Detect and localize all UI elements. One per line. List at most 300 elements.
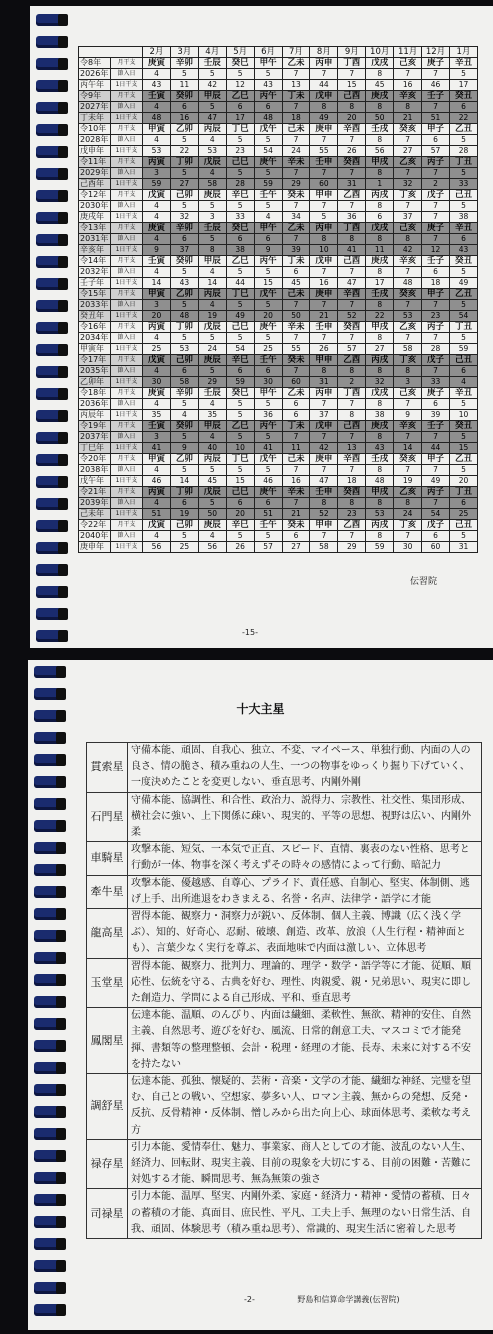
- row-label: 月干支: [111, 124, 143, 135]
- calendar-cell: 5: [170, 135, 198, 146]
- row-label: 月干支: [111, 58, 143, 69]
- calendar-cell: 32: [394, 179, 422, 190]
- calendar-cell: 22: [449, 113, 477, 124]
- calendar-cell: 48: [170, 311, 198, 322]
- calendar-cell: 5: [226, 201, 254, 212]
- calendar-row: [79, 498, 478, 509]
- calendar-cell: 丙寅: [143, 157, 171, 168]
- calendar-cell: 辛亥: [394, 91, 422, 102]
- star-row: [87, 1139, 482, 1189]
- calendar-cell: 壬辰: [198, 388, 226, 399]
- calendar-cell: 41: [338, 245, 366, 256]
- calendar-cell: 辛巳: [226, 190, 254, 201]
- calendar-cell: 7: [282, 201, 310, 212]
- calendar-cell: 乙未: [282, 388, 310, 399]
- star-row: [87, 958, 482, 1008]
- calendar-cell: 7: [338, 201, 366, 212]
- row-label: 月干支: [111, 454, 143, 465]
- calendar-cell: 6: [226, 366, 254, 377]
- calendar-cell: 6: [170, 366, 198, 377]
- calendar-cell: 20: [338, 113, 366, 124]
- year-label: 庚戌年: [79, 212, 111, 223]
- calendar-cell: 戊午: [254, 454, 282, 465]
- calendar-cell: 19: [198, 311, 226, 322]
- calendar-cell: 7: [422, 300, 450, 311]
- calendar-cell: 36: [254, 410, 282, 421]
- star-description: 守備本能、頑固、自我心、独立、不変、マイペース、単独行動、内面の人の良さ、情の脆さ、積み重ねの人生、一つの物事をゆっくり掘り下げていく、一度決めたことを変更しない、垂直思考、内剛外剛: [128, 743, 482, 793]
- calendar-cell: 39: [282, 245, 310, 256]
- year-label: 癸丑年: [79, 311, 111, 322]
- calendar-cell: 戊寅: [143, 190, 171, 201]
- year-label: 戊申年: [79, 146, 111, 157]
- calendar-cell: 壬申: [310, 487, 338, 498]
- row-label: 1日干支: [111, 278, 143, 289]
- month-header: 4月: [198, 47, 226, 58]
- calendar-row: [79, 223, 478, 234]
- calendar-cell: 6: [254, 366, 282, 377]
- page-title: 十大主星: [236, 702, 285, 716]
- calendar-cell: 5: [254, 399, 282, 410]
- calendar-cell: 7: [310, 201, 338, 212]
- month-header: 6月: [254, 47, 282, 58]
- calendar-cell: 28: [422, 344, 450, 355]
- calendar-row: [79, 245, 478, 256]
- calendar-cell: 5: [254, 69, 282, 80]
- calendar-cell: 8: [338, 410, 366, 421]
- calendar-cell: 丙寅: [143, 487, 171, 498]
- calendar-cell: 丙申: [310, 223, 338, 234]
- calendar-cell: 癸卯: [170, 91, 198, 102]
- calendar-cell: 乙未: [282, 223, 310, 234]
- calendar-cell: 27: [366, 344, 394, 355]
- calendar-cell: 20: [226, 509, 254, 520]
- calendar-cell: 20: [143, 311, 171, 322]
- calendar-cell: 庚申: [310, 289, 338, 300]
- year-label: 2039年: [79, 498, 111, 509]
- calendar-cell: 4: [143, 465, 171, 476]
- year-label: 2034年: [79, 333, 111, 344]
- calendar-cell: 5: [254, 168, 282, 179]
- calendar-cell: 7: [422, 212, 450, 223]
- calendar-cell: 6: [422, 399, 450, 410]
- row-label: 節入日: [111, 69, 143, 80]
- calendar-cell: 乙卯: [170, 454, 198, 465]
- calendar-cell: 7: [338, 432, 366, 443]
- calendar-cell: 9: [254, 245, 282, 256]
- calendar-cell: 23: [226, 146, 254, 157]
- binding-hole: [58, 630, 68, 642]
- calendar-cell: 7: [394, 69, 422, 80]
- calendar-cell: 46: [143, 476, 171, 487]
- calendar-row: [79, 113, 478, 124]
- year-label: 令8年: [79, 58, 111, 69]
- calendar-cell: 20: [449, 476, 477, 487]
- calendar-cell: 6: [226, 102, 254, 113]
- calendar-cell: 57: [338, 344, 366, 355]
- calendar-cell: 乙丑: [449, 289, 477, 300]
- calendar-cell: 11: [170, 80, 198, 91]
- calendar-cell: 49: [226, 311, 254, 322]
- calendar-cell: 丙辰: [198, 289, 226, 300]
- year-label: 乙卯年: [79, 377, 111, 388]
- row-label: 1日干支: [111, 311, 143, 322]
- calendar-cell: 5: [226, 410, 254, 421]
- row-label: 月干支: [111, 157, 143, 168]
- calendar-cell: 7: [282, 234, 310, 245]
- calendar-cell: 2: [422, 179, 450, 190]
- calendar-row: [79, 377, 478, 388]
- calendar-cell: 丁巳: [226, 124, 254, 135]
- spiral-binding: [28, 660, 68, 1330]
- calendar-row: [79, 333, 478, 344]
- calendar-cell: 戊子: [422, 190, 450, 201]
- calendar-cell: 4: [198, 432, 226, 443]
- binding-hole: [56, 1106, 66, 1118]
- calendar-cell: 3: [143, 432, 171, 443]
- calendar-cell: 8: [310, 234, 338, 245]
- calendar-cell: 25: [449, 509, 477, 520]
- binding-hole: [58, 322, 68, 334]
- calendar-cell: 辛巳: [226, 520, 254, 531]
- calendar-cell: 58: [310, 542, 338, 553]
- calendar-cell: 5: [170, 201, 198, 212]
- calendar-cell: 戊午: [254, 124, 282, 135]
- calendar-cell: 丁未: [282, 91, 310, 102]
- calendar-cell: 甲午: [254, 223, 282, 234]
- star-description: 引力本能、愛情奉仕、魅力、事業家、商人としての才能、波乱のない人生、経済力、回転財、現実主義、目前の現象を大切にする、目前の困難・苦難に対処する才能、瞬間思考、無為無策の強さ: [128, 1139, 482, 1189]
- binding-hole: [58, 388, 68, 400]
- calendar-cell: 14: [394, 443, 422, 454]
- calendar-cell: 59: [449, 344, 477, 355]
- calendar-cell: 60: [422, 542, 450, 553]
- row-label: 節入日: [111, 102, 143, 113]
- year-label: 令17年: [79, 355, 111, 366]
- calendar-cell: 丁丑: [449, 322, 477, 333]
- calendar-cell: 56: [366, 146, 394, 157]
- calendar-row: [79, 234, 478, 245]
- calendar-cell: 丙子: [422, 487, 450, 498]
- row-label: 月干支: [111, 388, 143, 399]
- binding-hole: [56, 886, 66, 898]
- calendar-cell: 7: [338, 531, 366, 542]
- calendar-cell: 8: [338, 498, 366, 509]
- star-name: 石門星: [87, 792, 128, 842]
- calendar-cell: 3: [143, 168, 171, 179]
- calendar-cell: 甲子: [422, 289, 450, 300]
- calendar-cell: 18: [282, 113, 310, 124]
- calendar-cell: 癸卯: [170, 421, 198, 432]
- calendar-cell: 13: [282, 80, 310, 91]
- calendar-cell: 45: [198, 476, 226, 487]
- calendar-cell: 28: [226, 179, 254, 190]
- calendar-cell: 8: [198, 245, 226, 256]
- calendar-cell: 庚子: [422, 223, 450, 234]
- binding-hole: [56, 1018, 66, 1030]
- calendar-cell: 3: [143, 300, 171, 311]
- row-label: 月干支: [111, 91, 143, 102]
- calendar-cell: 戊申: [310, 91, 338, 102]
- calendar-cell: 31: [449, 542, 477, 553]
- calendar-cell: 6: [422, 135, 450, 146]
- binding-hole: [56, 842, 66, 854]
- calendar-cell: 16: [394, 80, 422, 91]
- month-header: 10月: [366, 47, 394, 58]
- binding-hole: [56, 1040, 66, 1052]
- calendar-cell: 24: [282, 146, 310, 157]
- calendar-cell: 10: [310, 245, 338, 256]
- calendar-cell: 18: [338, 476, 366, 487]
- month-header: 5月: [226, 47, 254, 58]
- calendar-cell: 丙子: [422, 322, 450, 333]
- calendar-cell: 乙酉: [338, 520, 366, 531]
- calendar-cell: 21: [282, 509, 310, 520]
- calendar-cell: 16: [310, 278, 338, 289]
- calendar-cell: 己丑: [449, 355, 477, 366]
- calendar-cell: 甲申: [310, 190, 338, 201]
- calendar-cell: 7: [282, 366, 310, 377]
- calendar-cell: 41: [254, 443, 282, 454]
- page-number: -15-: [242, 628, 258, 637]
- star-name: 車騎星: [87, 842, 128, 875]
- year-label: 2038年: [79, 465, 111, 476]
- calendar-cell: 癸巳: [226, 223, 254, 234]
- calendar-cell: 庚午: [254, 157, 282, 168]
- calendar-cell: 乙未: [282, 58, 310, 69]
- row-label: 月干支: [111, 421, 143, 432]
- row-label: 節入日: [111, 366, 143, 377]
- calendar-cell: 13: [338, 443, 366, 454]
- calendar-cell: 丙寅: [143, 322, 171, 333]
- calendar-cell: 7: [422, 168, 450, 179]
- calendar-cell: 23: [338, 509, 366, 520]
- calendar-cell: 5: [226, 333, 254, 344]
- month-header: 2月: [143, 47, 171, 58]
- calendar-cell: 甲辰: [198, 256, 226, 267]
- calendar-cell: 7: [338, 465, 366, 476]
- calendar-cell: 5: [170, 465, 198, 476]
- month-header: 12月: [422, 47, 450, 58]
- star-name: 龍高星: [87, 909, 128, 959]
- calendar-cell: 27: [394, 146, 422, 157]
- calendar-cell: 32: [170, 212, 198, 223]
- stars-table: [86, 742, 482, 1239]
- star-description: 伝達本能、温順、のんびり、内面は繊細、柔軟性、無欲、精神的安住、自然主義、自然思考、遊びを好む、風流、日常的創意工夫、マスコミで才能発揮、書類等の整理整頓、会計・税理・経理の才能、長寿、未来に対する不安を持たない: [128, 1008, 482, 1074]
- calendar-cell: 3: [198, 212, 226, 223]
- calendar-cell: 丁卯: [170, 487, 198, 498]
- calendar-cell: 5: [198, 234, 226, 245]
- calendar-row: [79, 520, 478, 531]
- binding-hole: [58, 234, 68, 246]
- calendar-cell: 12: [226, 80, 254, 91]
- calendar-cell: 7: [394, 135, 422, 146]
- calendar-cell: 6: [449, 102, 477, 113]
- star-row: [87, 1074, 482, 1140]
- calendar-cell: 5: [170, 168, 198, 179]
- binding-hole: [58, 344, 68, 356]
- row-label: 節入日: [111, 135, 143, 146]
- binding-hole: [58, 564, 68, 576]
- calendar-cell: 丁酉: [338, 388, 366, 399]
- calendar-cell: 4: [198, 168, 226, 179]
- calendar-cell: 庚戌: [366, 256, 394, 267]
- calendar-cell: 5: [170, 69, 198, 80]
- calendar-cell: 7: [394, 333, 422, 344]
- star-description: 習得本能、観察力、批判力、理論的、理学・数学・語学等に才能、従順、順応性、伝統を守る、古典を好む、理性、肉親愛、親・兄弟思い、現実に即した創造力、学問による自己形成、平和、垂直思考: [128, 958, 482, 1008]
- calendar-cell: 59: [366, 542, 394, 553]
- year-label: 令21年: [79, 487, 111, 498]
- calendar-cell: 7: [338, 69, 366, 80]
- calendar-cell: 6: [254, 498, 282, 509]
- year-label: 2037年: [79, 432, 111, 443]
- calendar-cell: 丙午: [254, 256, 282, 267]
- row-label: 1日干支: [111, 509, 143, 520]
- month-header: 11月: [394, 47, 422, 58]
- ten-major-stars-page: [28, 660, 493, 1330]
- page-footer: [244, 1294, 440, 1305]
- calendar-cell: 乙丑: [449, 454, 477, 465]
- calendar-cell: 30: [254, 377, 282, 388]
- calendar-cell: 8: [366, 300, 394, 311]
- calendar-cell: 5: [198, 333, 226, 344]
- month-header: 8月: [310, 47, 338, 58]
- calendar-cell: 8: [338, 366, 366, 377]
- calendar-cell: 戊寅: [143, 355, 171, 366]
- calendar-cell: 5: [449, 135, 477, 146]
- year-label: 2031年: [79, 234, 111, 245]
- calendar-cell: 49: [422, 476, 450, 487]
- star-row: [87, 875, 482, 908]
- calendar-cell: 50: [282, 311, 310, 322]
- calendar-cell: 17: [226, 113, 254, 124]
- calendar-cell: 7: [282, 333, 310, 344]
- calendar-cell: 壬寅: [143, 91, 171, 102]
- calendar-cell: 7: [310, 135, 338, 146]
- calendar-cell: 59: [254, 179, 282, 190]
- calendar-cell: 癸丑: [449, 421, 477, 432]
- calendar-cell: 丙午: [254, 91, 282, 102]
- star-name: 調舒星: [87, 1074, 128, 1140]
- binding-hole: [58, 36, 68, 48]
- calendar-cell: 17: [366, 278, 394, 289]
- calendar-cell: 辛丑: [449, 223, 477, 234]
- binding-hole: [58, 586, 68, 598]
- calendar-cell: 54: [226, 344, 254, 355]
- calendar-cell: 6: [449, 234, 477, 245]
- calendar-cell: 甲申: [310, 520, 338, 531]
- calendar-cell: 36: [338, 212, 366, 223]
- calendar-cell: 5: [254, 300, 282, 311]
- calendar-cell: 22: [170, 146, 198, 157]
- year-label: 辛亥年: [79, 245, 111, 256]
- row-label: 節入日: [111, 399, 143, 410]
- calendar-cell: 庚子: [422, 388, 450, 399]
- calendar-row: [79, 124, 478, 135]
- calendar-cell: 44: [226, 278, 254, 289]
- calendar-cell: 4: [143, 135, 171, 146]
- year-label: 2040年: [79, 531, 111, 542]
- calendar-cell: 4: [254, 212, 282, 223]
- calendar-cell: 6: [449, 498, 477, 509]
- calendar-cell: 丁未: [282, 256, 310, 267]
- calendar-cell: 8: [366, 234, 394, 245]
- calendar-cell: 5: [449, 201, 477, 212]
- calendar-cell: 33: [226, 212, 254, 223]
- calendar-cell: 7: [394, 300, 422, 311]
- calendar-cell: 7: [310, 69, 338, 80]
- month-header: 7月: [282, 47, 310, 58]
- year-label: 2033年: [79, 300, 111, 311]
- star-description: 伝達本能、孤独、懐疑的、芸術・音楽・文学の才能、繊細な神経、完璧を望む、自己との戦い、空想家、夢多い人、ロマン主義、無からの発想、反発・反抗、反骨精神・反体制、憎しみから出た向上心、球面体思考、柔軟な考え方: [128, 1074, 482, 1140]
- calendar-cell: 癸未: [282, 190, 310, 201]
- calendar-cell: 壬申: [310, 322, 338, 333]
- star-name: 牽牛星: [87, 875, 128, 908]
- calendar-cell: 45: [366, 80, 394, 91]
- calendar-cell: 5: [254, 135, 282, 146]
- calendar-row: [79, 476, 478, 487]
- calendar-row: [79, 355, 478, 366]
- binding-hole: [56, 952, 66, 964]
- year-label: 令20年: [79, 454, 111, 465]
- calendar-cell: 49: [449, 278, 477, 289]
- star-name: 司禄星: [87, 1189, 128, 1239]
- calendar-cell: 7: [310, 333, 338, 344]
- row-label: 節入日: [111, 168, 143, 179]
- calendar-cell: 6: [282, 267, 310, 278]
- calendar-row: [79, 179, 478, 190]
- calendar-row: [79, 432, 478, 443]
- calendar-cell: 壬戌: [366, 124, 394, 135]
- calendar-cell: 53: [366, 509, 394, 520]
- calendar-cell: 9: [143, 245, 171, 256]
- calendar-cell: 7: [422, 234, 450, 245]
- calendar-row: [79, 531, 478, 542]
- calendar-cell: 癸未: [282, 520, 310, 531]
- calendar-cell: 癸丑: [449, 256, 477, 267]
- year-label: 丁未年: [79, 113, 111, 124]
- calendar-cell: 8: [338, 234, 366, 245]
- calendar-cell: 6: [226, 498, 254, 509]
- star-description: 攻撃本能、優越感、自尊心、プライド、責任感、自制心、堅実、体制側、逃げ上手、出所進退をわきまえる、名誉・名声、法律学・語学に才能: [128, 875, 482, 908]
- calendar-cell: 57: [422, 146, 450, 157]
- calendar-cell: 壬辰: [198, 58, 226, 69]
- calendar-cell: 4: [143, 102, 171, 113]
- calendar-cell: 丁丑: [449, 157, 477, 168]
- calendar-cell: 乙巳: [226, 256, 254, 267]
- calendar-cell: 5: [449, 432, 477, 443]
- star-description: 守備本能、協調性、和合性、政治力、説得力、宗教性、社交性、集団形成、横社会に強い、上下関係に疎い、現実的、平等の思想、視野は広い、内剛外柔: [128, 792, 482, 842]
- calendar-cell: 丙午: [254, 421, 282, 432]
- calendar-cell: 6: [226, 234, 254, 245]
- calendar-cell: 51: [143, 509, 171, 520]
- calendar-cell: 50: [198, 509, 226, 520]
- calendar-cell: 4: [143, 234, 171, 245]
- binding-hole: [56, 908, 66, 920]
- calendar-cell: 4: [170, 410, 198, 421]
- calendar-cell: 5: [198, 201, 226, 212]
- calendar-cell: 16: [282, 476, 310, 487]
- calendar-cell: 43: [170, 278, 198, 289]
- calendar-cell: 4: [143, 201, 171, 212]
- calendar-cell: 7: [282, 69, 310, 80]
- calendar-cell: 53: [394, 311, 422, 322]
- calendar-cell: 戊辰: [198, 487, 226, 498]
- calendar-cell: 7: [282, 300, 310, 311]
- month-header-row: [79, 47, 478, 58]
- calendar-cell: 己卯: [170, 190, 198, 201]
- calendar-cell: 己酉: [338, 256, 366, 267]
- calendar-cell: 癸丑: [449, 91, 477, 102]
- calendar-cell: 壬子: [422, 91, 450, 102]
